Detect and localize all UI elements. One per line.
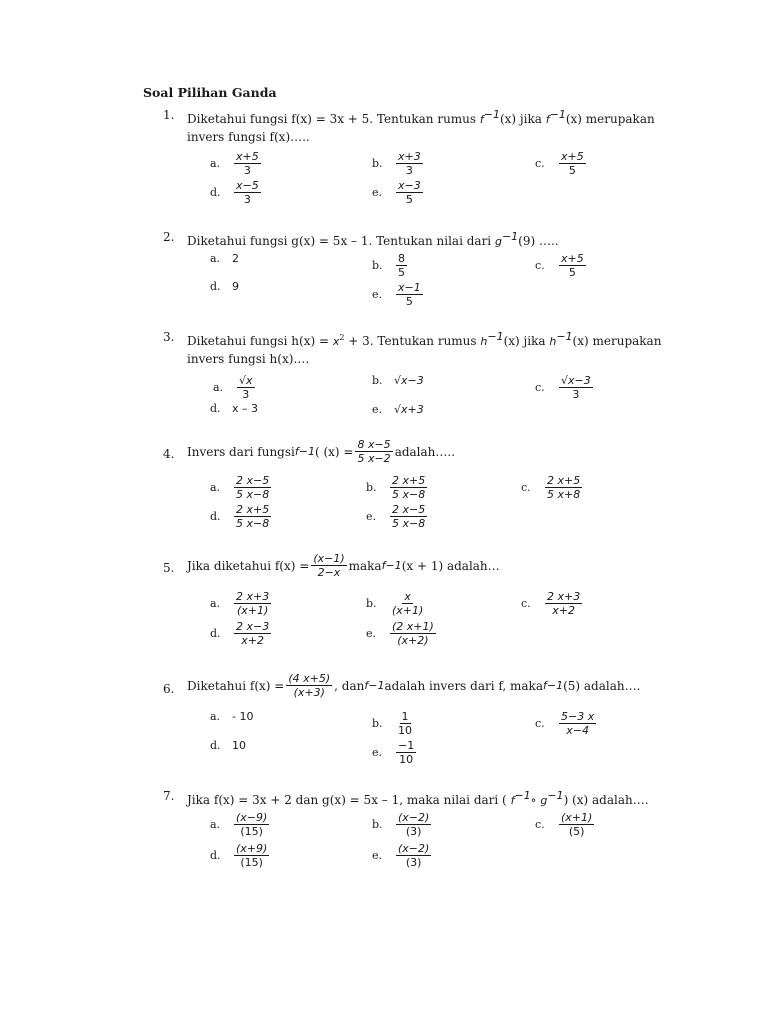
option-7e[interactable]: e. $\frac{(x-2)}{(3)}$	[372, 842, 430, 869]
option-7b[interactable]: b. $\frac{(x-2)}{(3)}$	[372, 811, 430, 838]
option-3a[interactable]: a. $\frac{√x}{3}$	[213, 374, 253, 401]
option-5c[interactable]: c. $\frac{2 x+3}{x+2}$	[521, 590, 581, 617]
question-7-text: Jika f(x) = 3x + 2 dan g(x) = 5x – 1, maka nilai dari ( $f^{-1}\circ$ $g^{-1}$) (x) adalah….	[187, 789, 649, 807]
fraction: $\frac{2 x+5}{5 x+8}$	[547, 474, 581, 501]
option-2b[interactable]: b. $\frac{8}{5}$	[372, 252, 405, 279]
option-6b[interactable]: b. $\frac{1}{10}$	[372, 710, 412, 737]
question-6-text: Diketahui f(x) = $\frac{(4 x+5)}{(x+3)}$ , dan f −1 adalah invers dari f, maka f −1 (5) adalah….	[187, 672, 641, 699]
option-5a[interactable]: a. $\frac{2 x+3}{(x+1)}$	[210, 590, 270, 617]
fraction: $\frac{2 x+3}{x+2}$	[547, 590, 581, 617]
fraction: $\frac{(x+1)}{(5)}$	[561, 811, 593, 838]
fraction: $\frac{√x}{3}$	[239, 374, 253, 401]
question-4-number: 4.	[163, 447, 175, 461]
question-3-number: 3.	[163, 330, 175, 344]
fraction: $\frac{x+3}{3}$	[398, 150, 421, 177]
fraction: $\frac{x+5}{5}$	[561, 252, 584, 279]
option-4c[interactable]: c. $\frac{2 x+5}{5 x+8}$	[521, 474, 581, 501]
option-5b[interactable]: b. $\frac{x}{(x+1)}$	[366, 590, 424, 617]
fraction: $\frac{(x+9)}{(15)}$	[236, 842, 268, 869]
fraction: $\frac{x+5}{5}$	[561, 150, 584, 177]
option-1b[interactable]: b. $\frac{x+3}{3}$	[372, 150, 421, 177]
question-5-text: Jika diketahui f(x) = $\frac{(x-1)}{2-x}$ maka f −1 (x + 1) adalah…	[187, 552, 500, 579]
fraction: $\frac{(2 x+1)}{(x+2)}$	[392, 620, 434, 647]
fraction: $\frac{-1}{10}$	[398, 739, 415, 766]
question-3-text-line2: invers fungsi h(x)….	[187, 352, 310, 366]
option-3e[interactable]: e. √x+3	[372, 403, 424, 416]
option-4b[interactable]: b. $\frac{2 x+5}{5 x-8}$	[366, 474, 426, 501]
question-1-text-line2: invers fungsi f(x)…..	[187, 130, 310, 144]
option-5d[interactable]: d. $\frac{2 x-3}{x+2}$	[210, 620, 270, 647]
question-2-text: Diketahui fungsi g(x) = 5x – 1. Tentukan nilai dari $g^{-1}(9)$ …..	[187, 230, 559, 248]
fraction: $\frac{(x-9)}{(15)}$	[236, 811, 268, 838]
fraction: $\frac{(x-2)}{(3)}$	[398, 811, 430, 838]
fraction: $\frac{(4 x+5)}{(x+3)}$	[288, 672, 331, 699]
fraction: $\frac{2 x+5}{5 x-8}$	[236, 503, 270, 530]
option-2e[interactable]: e. $\frac{x-1}{5}$	[372, 281, 421, 308]
fraction: $\frac{1}{10}$	[398, 710, 412, 737]
option-6e[interactable]: e. $\frac{-1}{10}$	[372, 739, 415, 766]
fraction: $\frac{5-3 x}{x-4}$	[561, 710, 595, 737]
fraction: $\frac{x-1}{5}$	[398, 281, 421, 308]
option-4a[interactable]: a. $\frac{2 x-5}{5 x-8}$	[210, 474, 270, 501]
question-7-number: 7.	[163, 789, 175, 803]
option-4e[interactable]: e. $\frac{2 x-5}{5 x-8}$	[366, 503, 426, 530]
fraction: $\frac{√x-3}{3}$	[561, 374, 591, 401]
option-1d[interactable]: d. $\frac{x-5}{3}$	[210, 179, 259, 206]
question-3-text: Diketahui fungsi $h(x) = x^2 + 3$. Tentukan rumus $h^{-1}(x)$ jika $h^{-1}(x)$ merupakan	[187, 330, 662, 348]
fraction: $\frac{2 x-5}{5 x-8}$	[392, 503, 426, 530]
option-5e[interactable]: e. $\frac{(2 x+1)}{(x+2)}$	[366, 620, 434, 647]
option-3d[interactable]: d. x – 3	[210, 402, 259, 415]
question-2-number: 2.	[163, 230, 175, 244]
fraction: $\frac{8 x-5}{5 x-2}$	[357, 438, 391, 465]
fraction: $\frac{x-3}{5}$	[398, 179, 421, 206]
option-6a[interactable]: a. - 10	[210, 710, 254, 723]
option-7c[interactable]: c. $\frac{(x+1)}{(5)}$	[535, 811, 593, 838]
question-4-text: Invers dari fungsi f −1 ( (x) = $\frac{8 x-5}{5 x-2}$ adalah…..	[187, 438, 456, 465]
question-6-number: 6.	[163, 682, 175, 696]
option-1a[interactable]: a. $\frac{x+5}{3}$	[210, 150, 259, 177]
fraction: $\frac{x-5}{3}$	[236, 179, 259, 206]
option-6d[interactable]: d. 10	[210, 739, 246, 752]
fraction: $\frac{(x-2)}{(3)}$	[398, 842, 430, 869]
option-2d[interactable]: d. 9	[210, 280, 239, 293]
option-2a[interactable]: a. 2	[210, 252, 239, 265]
section-title: Soal Pilihan Ganda	[143, 85, 277, 100]
option-6c[interactable]: c. $\frac{5-3 x}{x-4}$	[535, 710, 595, 737]
fraction: $\frac{2 x-5}{5 x-8}$	[236, 474, 270, 501]
option-3b[interactable]: b. √x−3	[372, 374, 424, 387]
option-2c[interactable]: c. $\frac{x+5}{5}$	[535, 252, 584, 279]
question-5-number: 5.	[163, 561, 175, 575]
option-7a[interactable]: a. $\frac{(x-9)}{(15)}$	[210, 811, 268, 838]
fraction: $\frac{8}{5}$	[398, 252, 405, 279]
option-7d[interactable]: d. $\frac{(x+9)}{(15)}$	[210, 842, 268, 869]
question-1-text: Diketahui fungsi f(x) = 3x + 5. Tentukan rumus $f^{-1}(x)$ jika $f^{-1}(x)$ merupakan	[187, 108, 655, 126]
fraction: $\frac{x+5}{3}$	[236, 150, 259, 177]
option-1c[interactable]: c. $\frac{x+5}{5}$	[535, 150, 584, 177]
fraction: $\frac{2 x+3}{(x+1)}$	[236, 590, 270, 617]
question-1-number: 1.	[163, 108, 175, 122]
option-4d[interactable]: d. $\frac{2 x+5}{5 x-8}$	[210, 503, 270, 530]
fraction: $\frac{(x-1)}{2-x}$	[313, 552, 345, 579]
fraction: $\frac{2 x+5}{5 x-8}$	[392, 474, 426, 501]
option-3c[interactable]: c. $\frac{√x-3}{3}$	[535, 374, 591, 401]
fraction: $\frac{x}{(x+1)}$	[392, 590, 424, 617]
fraction: $\frac{2 x-3}{x+2}$	[236, 620, 270, 647]
option-1e[interactable]: e. $\frac{x-3}{5}$	[372, 179, 421, 206]
